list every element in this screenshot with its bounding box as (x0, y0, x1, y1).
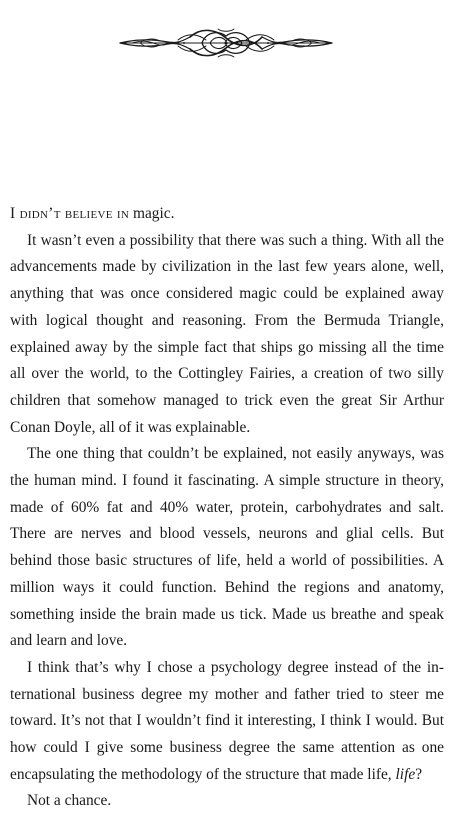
opening-smallcaps: I didn’t believe in (10, 205, 130, 222)
paragraph-3: The one thing that couldn’t be explained, not easily anyways, was the human mind. I found it fascinating. A simple structure in theory, made of 60% fat and 40% water, protein, carbohydrates and salt. There are nerves and blood vessels, neurons and glial cells. But behind those basic structures of life, held a world of possibilities. A million ways it could function. Behind the regions and anatomy, something inside the brain made us tick. Made us breathe and speak and learn and love. (10, 445, 444, 650)
italic-life: life (395, 765, 416, 783)
paragraph-5: Not a chance. (27, 792, 112, 810)
paragraph-4-end: ? (415, 765, 423, 783)
paragraph-4-text: I think that’s why I chose a psychology degree instead of the international business degree my mother and father tried to steer me toward. It’s not that I wouldn’t find it interesting, I think I would. But how could I give some business degree the same attention as one encapsulating the methodology of the structure that made life, (10, 658, 444, 783)
paragraph-2: It wasn’t even a possibility that there was such a thing. With all the advancements made by civilization in the last few years alone, well, anything that was once considered magic could be explained away with logical thought and reasoning. From the Bermuda Triangle, explained away by the simple fact that ships go missing all the time all over the world, to the Cottingley Fairies, a creation of two silly children that somehow managed to trick even the great Sir Arthur Conan Doyle, all of it was explainable. (10, 231, 444, 436)
paragraph-1 (10, 201, 444, 228)
flourish-divider-icon (118, 26, 334, 60)
paragraph-4 (10, 655, 444, 789)
paragraph-1-rest: magic. (129, 205, 175, 222)
chapter-body (10, 201, 444, 815)
